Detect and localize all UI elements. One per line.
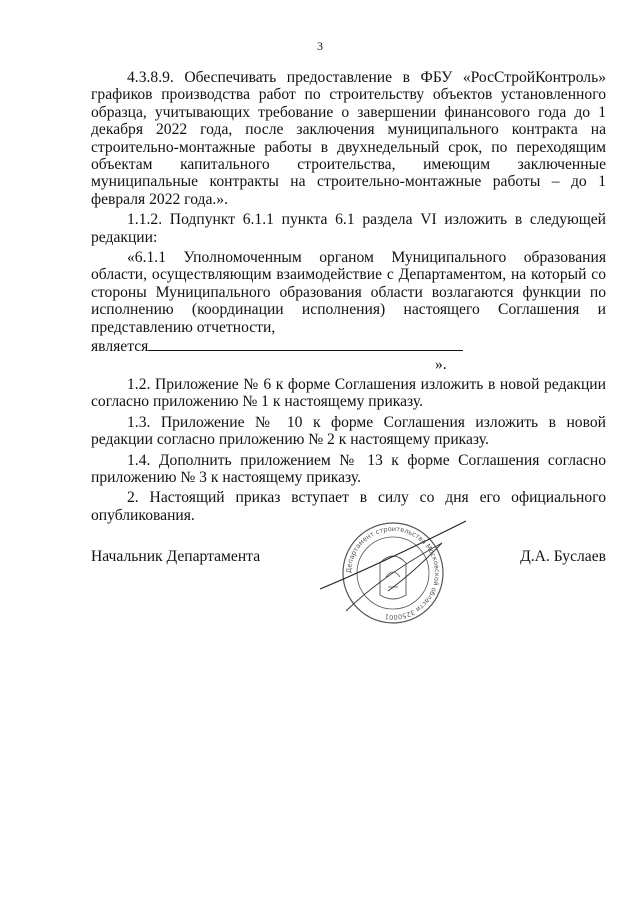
closing-quote: ». xyxy=(435,355,447,373)
paragraph-1-2: 1.2. Приложение № 6 к форме Соглашения изложить в новой редакции согласно приложению № 1 к настоящему приказу. xyxy=(91,375,606,411)
page-number: 3 xyxy=(317,39,323,53)
paragraph-6-1-1-quote: «6.1.1 Уполномоченным органом Муниципального образования области, осуществляющим взаимодействие с Департаментом, на который со стороны Муниципального образования области возлагаются функции по исполнению (координации исполнения) настоящего Соглашения и представлению отчетности, xyxy=(91,249,606,336)
official-seal-stamp xyxy=(318,515,468,625)
paragraph-2: 2. Настоящий приказ вступает в силу со дня его официального опубликования. xyxy=(91,489,606,524)
signatory-position: Начальник Департамента xyxy=(91,548,261,565)
paragraph-1-1-2: 1.1.2. Подпункт 6.1.1 пункта 6.1 раздела VI изложить в следующей редакции: xyxy=(91,211,606,246)
coat-of-arms-icon xyxy=(380,556,406,599)
paragraph-1-3: 1.3. Приложение № 10 к форме Соглашения изложить в новой редакции согласно приложению № 2 к настоящему приказу. xyxy=(91,413,606,449)
is-label: является xyxy=(91,338,149,356)
paragraph-4-3-8-9: 4.3.8.9. Обеспечивать предоставление в ФБУ «РосСтройКонтроль» графиков производства работ по строительству объектов установленного образца, учитывающих требование о завершении финансового года до 1 декабря 2022 года, после заключения муниципального контракта на строительно-монтажные работы в двухнедельный срок, по переходящим объектам капитального строительства, имеющим заключенные муниципальные контракты на строительно-монтажные работы – до 1 февраля 2022 года.». xyxy=(91,69,606,208)
seal-ring-text: Департамент строительства Московской области 3250001 xyxy=(344,524,442,622)
paragraph-1-4: 1.4. Дополнить приложением № 13 к форме Соглашения согласно приложению № 3 к настоящему приказу. xyxy=(91,451,606,486)
paragraph-6-1-1-tail xyxy=(91,336,606,355)
document-body xyxy=(91,69,606,524)
blank-fill-line xyxy=(148,336,463,351)
signatory-name: Д.А. Буслаев xyxy=(520,548,606,565)
